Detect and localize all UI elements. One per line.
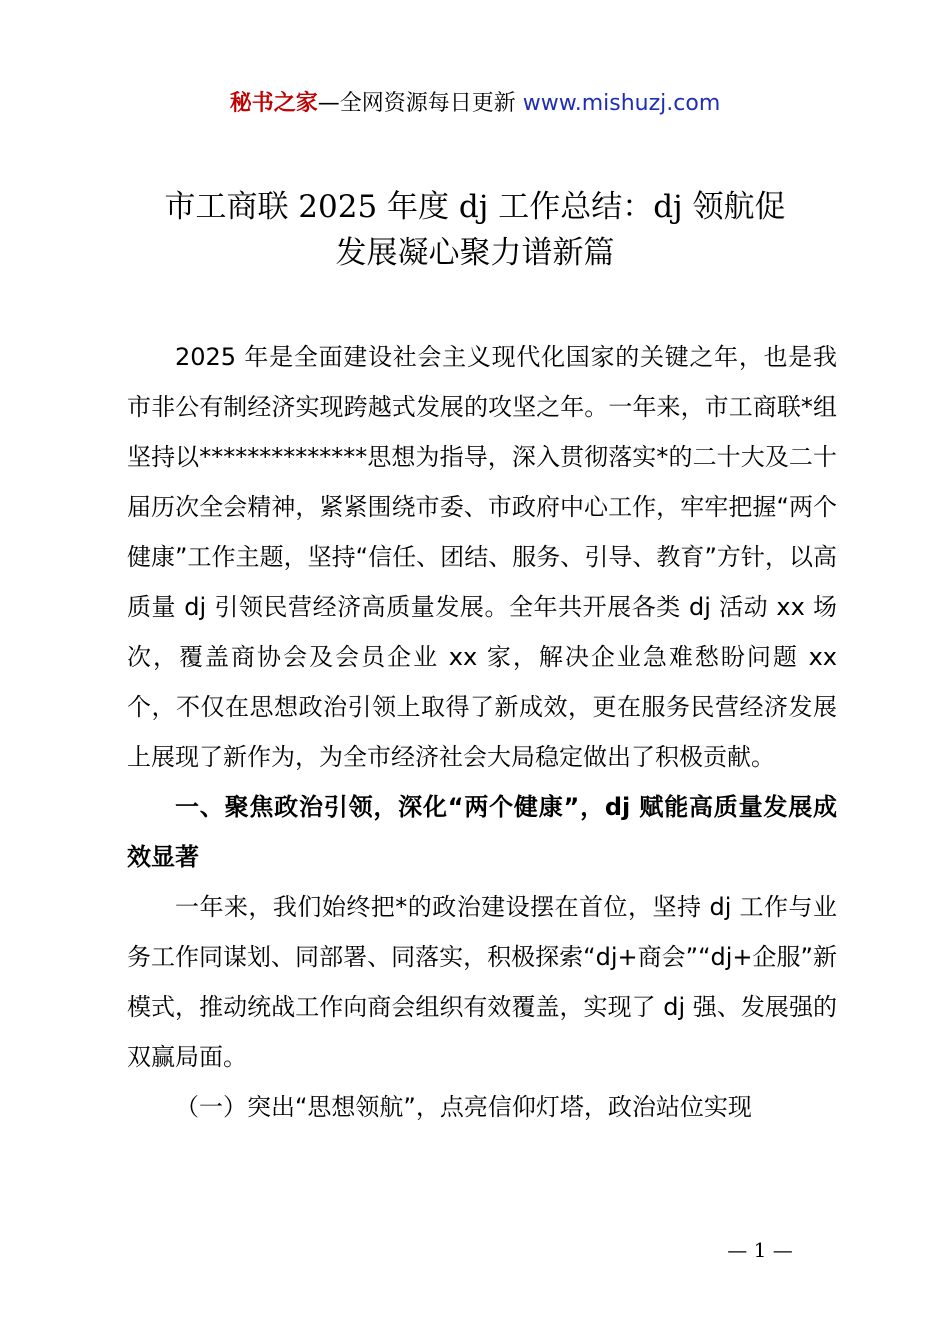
- document-title: [0, 184, 950, 276]
- brand-name: 秘书之家: [229, 91, 318, 116]
- header-tagline: —全网资源每日更新: [317, 91, 516, 116]
- document-body: [127, 332, 837, 1132]
- site-url[interactable]: www.mishuzj.com: [515, 91, 721, 116]
- section-1-paragraph: 一年来，我们始终把*的政治建设摆在首位，坚持 dj 工作与业务工作同谋划、同部署、同落实，积极探索“dj+商会”“dj+企服”新模式，推动统战工作向商会组织有效覆盖，实现了 dj 强、发展强的双赢局面。: [127, 893, 837, 1071]
- page-number: — 1 —: [727, 1238, 793, 1262]
- title-line-2: 发展凝心聚力谱新篇: [335, 235, 615, 271]
- title-line-1: 市工商联 2025 年度 dj 工作总结：dj 领航促: [164, 189, 786, 225]
- intro-paragraph: 2025 年是全面建设社会主义现代化国家的关键之年，也是我市非公有制经济实现跨越式发展的攻坚之年。一年来，市工商联*组坚持以**************思想为指导，深入贯彻落实*的二十大及二十届历次全会精神，紧紧围绕市委、市政府中心工作，牢牢把握“两个健康”工作主题，坚持“信任、团结、服务、引导、教育”方针，以高质量 dj 引领民营经济高质量发展。全年共开展各类 dj 活动 xx 场次，覆盖商协会及会员企业 xx 家，解决企业急难愁盼问题 xx 个，不仅在思想政治引领上取得了新成效，更在服务民营经济发展上展现了新作为，为全市经济社会大局稳定做出了积极贡献。: [127, 343, 837, 771]
- section-heading-1: 一、聚焦政治引领，深化“两个健康”，dj 赋能高质量发展成效显著: [127, 793, 837, 871]
- site-header: [0, 88, 950, 120]
- subsection-heading-1: （一）突出“思想领航”，点亮信仰灯塔，政治站位实现: [175, 1093, 752, 1121]
